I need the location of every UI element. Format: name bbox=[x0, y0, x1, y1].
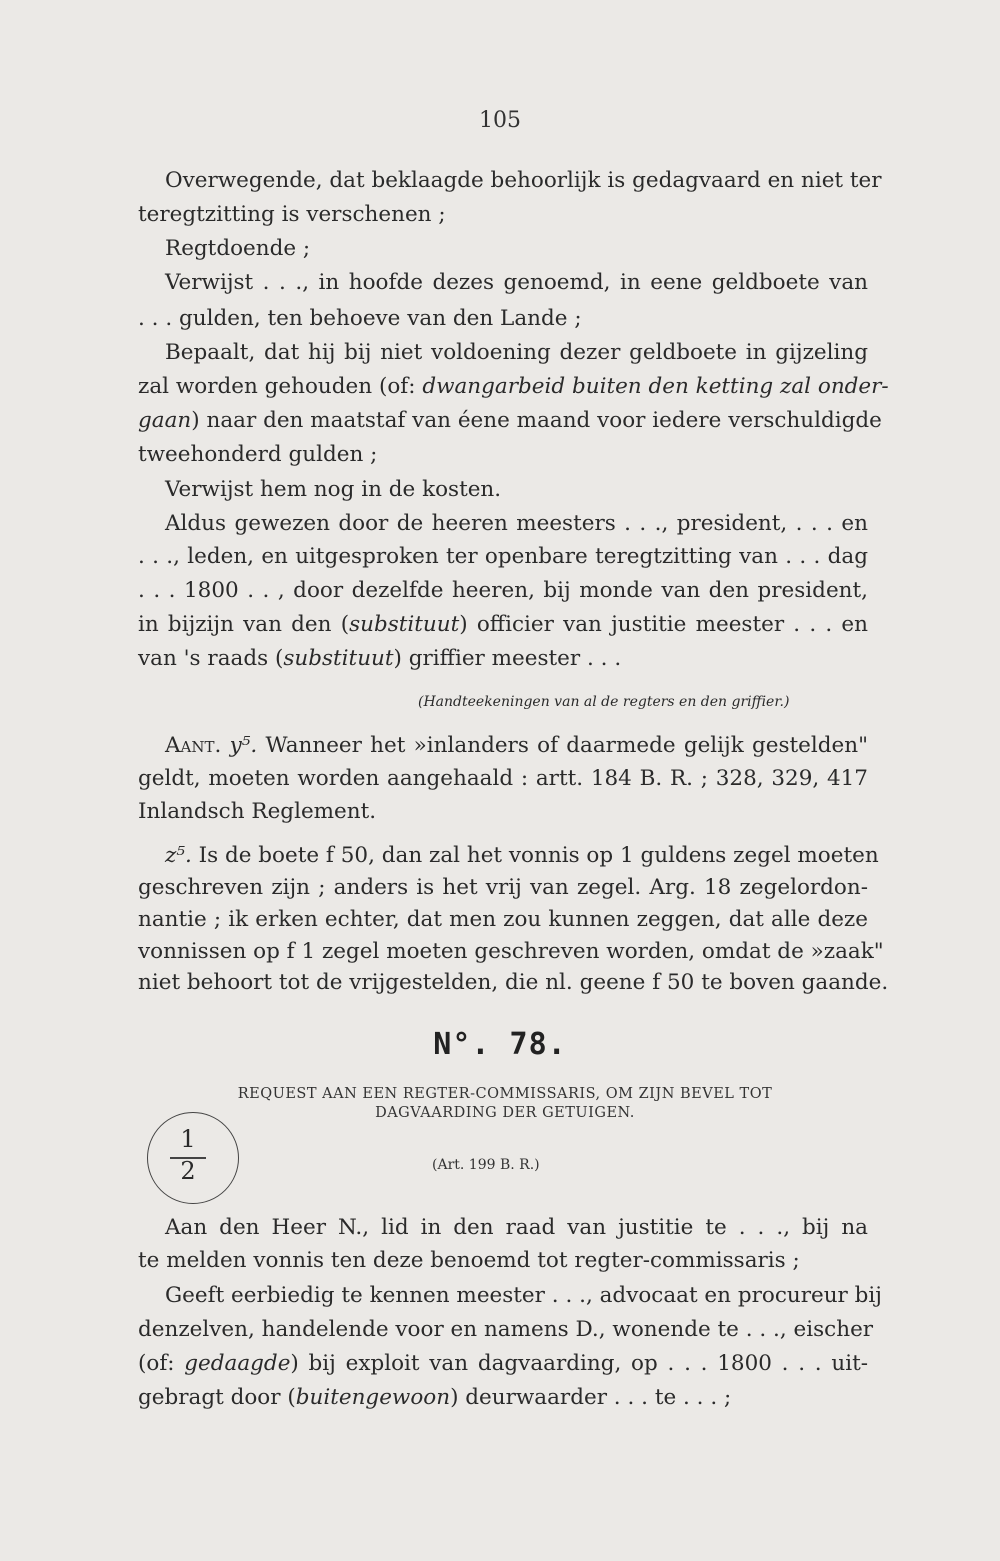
text-line bbox=[138, 643, 868, 675]
text-span: ) naar den maatstaf van éene maand voor iedere verschuldigde bbox=[191, 408, 882, 433]
note-line: Inlandsch Reglement. bbox=[138, 799, 377, 824]
text-line: teregtzitting is verschenen ; bbox=[138, 202, 446, 227]
text-line: denzelven, handelende voor en namens D., wonende te . . ., eischer bbox=[138, 1317, 874, 1342]
text-line: Overwegende, dat beklaagde behoorlijk is gedagvaard en niet ter bbox=[165, 168, 882, 193]
note-line: vonnissen op f 1 zegel moeten geschreven worden, omdat de »zaak" bbox=[138, 939, 884, 964]
note-line bbox=[165, 840, 879, 872]
text-span: ) deurwaarder . . . te . . . ; bbox=[450, 1385, 732, 1410]
italic-span: substituut bbox=[283, 646, 394, 671]
text-span: ) griffier meester . . . bbox=[393, 646, 622, 671]
text-span: van 's raads ( bbox=[138, 646, 284, 671]
section-caption: REQUEST AAN EEN REGTER-COMMISSARIS, OM ZIJN BEVEL TOT bbox=[237, 1086, 773, 1102]
text-line bbox=[138, 405, 882, 437]
note-line: geschreven zijn ; anders is het vrij van zegel. Arg. 18 zegelordon- bbox=[138, 875, 868, 900]
section-caption: DAGVAARDING DER GETUIGEN. bbox=[375, 1105, 635, 1121]
text-span: (of: bbox=[138, 1351, 185, 1376]
italic-span: dwangarbeid buiten den ketting zal onder- bbox=[422, 374, 889, 399]
text-line bbox=[138, 1382, 868, 1414]
note-mark: z⁵. bbox=[165, 843, 192, 868]
text-line: te melden vonnis ten deze benoemd tot regter-commissaris ; bbox=[138, 1248, 800, 1273]
stamp-denominator: 2 bbox=[180, 1157, 196, 1185]
text-line: Bepaalt, dat hij bij niet voldoening dezer geldboete in gijzeling bbox=[165, 340, 868, 365]
text-line: Geeft eerbiedig te kennen meester . . ., advocaat en procureur bij bbox=[165, 1283, 882, 1308]
text-line: Aldus gewezen door de heeren meesters . . ., president, . . . en bbox=[165, 511, 868, 536]
text-span: ) bij exploit van dagvaarding, op . . . 1800 . . . uit- bbox=[290, 1351, 869, 1376]
note-mark: y⁵. bbox=[229, 733, 258, 758]
text-line bbox=[138, 1348, 868, 1380]
text-line: . . ., leden, en uitgesproken ter openbare teregtzitting van . . . dag bbox=[138, 544, 868, 569]
text-line: Regtdoende ; bbox=[165, 236, 311, 261]
text-span: ) officier van justitie meester . . . en bbox=[459, 612, 868, 637]
page-number: 105 bbox=[479, 108, 521, 133]
text-span: Is de boete f 50, dan zal het vonnis op 1 guldens zegel moeten bbox=[191, 843, 879, 868]
text-line bbox=[138, 371, 889, 403]
margin-stamp-circle bbox=[147, 1112, 239, 1204]
text-span: gebragt door ( bbox=[138, 1385, 296, 1410]
italic-span: buitengewoon bbox=[295, 1385, 451, 1410]
note-line bbox=[165, 730, 868, 762]
note-line: niet behoort tot de vrijgestelden, die nl. geene f 50 te boven gaande. bbox=[138, 970, 889, 995]
text-line bbox=[138, 609, 868, 641]
italic-span: gaan bbox=[138, 408, 192, 433]
text-line: Verwijst . . ., in hoofde dezes genoemd, in eene geldboete van bbox=[165, 270, 868, 295]
signatures-note: (Handteekeningen van al de regters en den griffier.) bbox=[418, 694, 790, 710]
note-line: nantie ; ik erken echter, dat men zou kunnen zeggen, dat alle deze bbox=[138, 907, 868, 932]
text-line: . . . gulden, ten behoeve van den Lande ; bbox=[138, 306, 582, 331]
stamp-numerator: 1 bbox=[180, 1125, 196, 1153]
text-line: tweehonderd gulden ; bbox=[138, 442, 378, 467]
italic-span: gedaagde bbox=[184, 1351, 291, 1376]
note-label: Aant. bbox=[165, 733, 222, 758]
text-line: . . . 1800 . . , door dezelfde heeren, bij monde van den president, bbox=[138, 578, 868, 603]
section-heading: N°. 78. bbox=[433, 1027, 567, 1062]
text-span: in bijzijn van den ( bbox=[138, 612, 350, 637]
text-span: Wanneer het »inlanders of daarmede gelijk gestelden" bbox=[257, 733, 868, 758]
italic-span: substituut bbox=[349, 612, 460, 637]
text-line: Verwijst hem nog in de kosten. bbox=[165, 477, 502, 502]
text-span: zal worden gehouden (of: bbox=[138, 374, 423, 399]
article-reference: (Art. 199 B. R.) bbox=[432, 1157, 540, 1173]
note-line: geldt, moeten worden aangehaald : artt. 184 B. R. ; 328, 329, 417 bbox=[138, 766, 868, 791]
text-line: Aan den Heer N., lid in den raad van justitie te . . ., bij na bbox=[165, 1215, 868, 1240]
